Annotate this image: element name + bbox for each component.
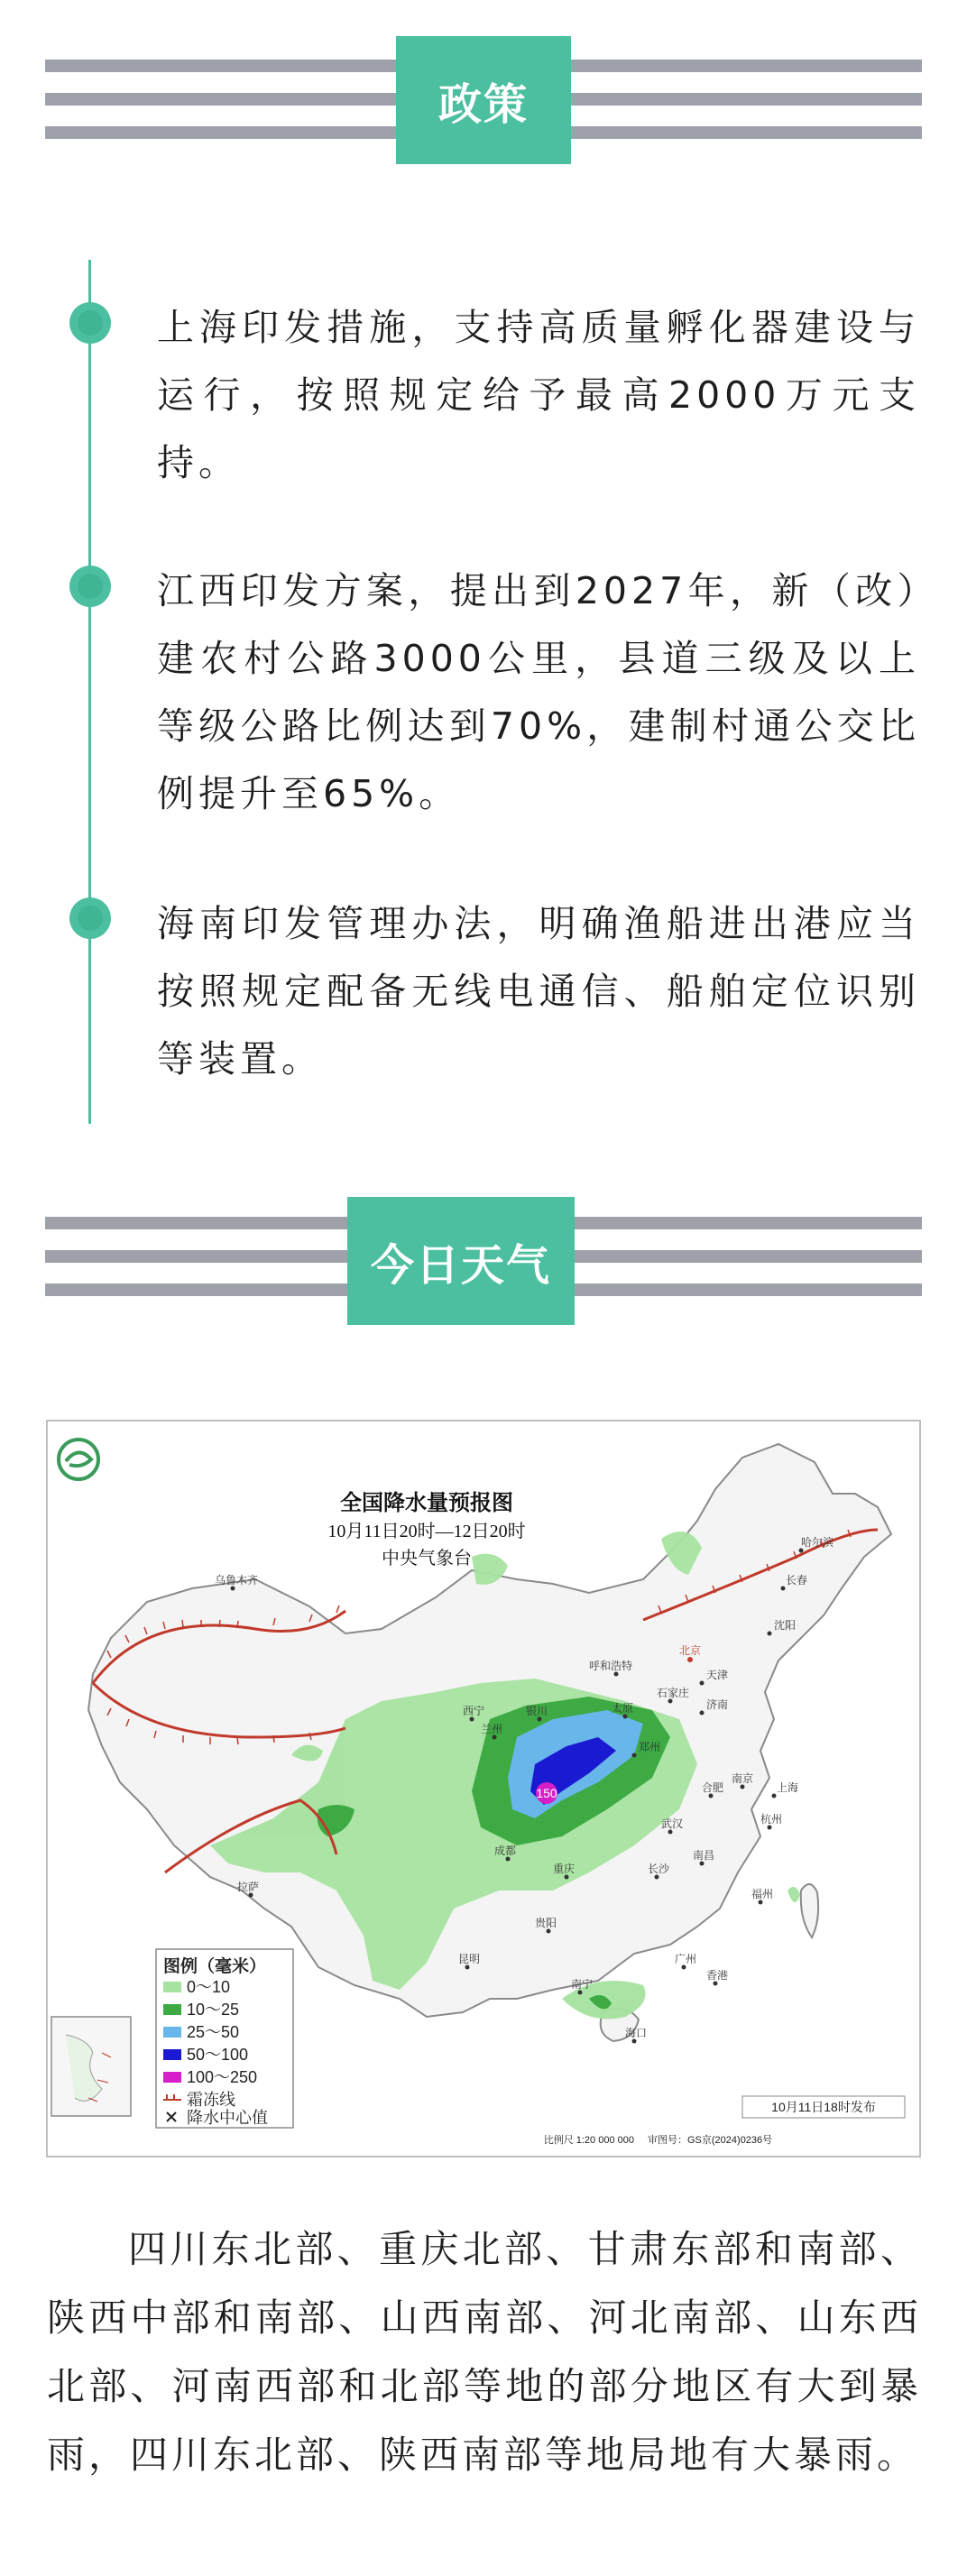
- legend-swatch: [163, 2072, 181, 2083]
- cma-logo-icon: [59, 1440, 98, 1479]
- map-title: 全国降水量预报图: [340, 1492, 513, 1515]
- weather-section-title: 今日天气: [347, 1197, 575, 1325]
- city-label: 哈尔滨: [801, 1536, 834, 1549]
- city-label: 南昌: [693, 1849, 715, 1862]
- taiwan-island: [801, 1884, 818, 1937]
- map-footer: [544, 2096, 905, 2146]
- map-period: 10月11日20时—12日20时: [327, 1522, 526, 1541]
- timeline-bullet-icon: [69, 566, 111, 607]
- city-label: 拉萨: [237, 1881, 260, 1893]
- legend-label: 25～50: [187, 2023, 240, 2041]
- city-label: 重庆: [553, 1863, 576, 1875]
- city-label: 银川: [526, 1705, 548, 1717]
- weather-summary: 四川东北部、重庆北部、甘肃东部和南部、陕西中部和南部、山西南部、河北南部、山东西北部、河南西部和北部等地的部分地区有大到暴雨，四川东北部、陕西南部等地局地有大暴雨。: [47, 2227, 922, 2477]
- city-label: 乌鲁木齐: [215, 1574, 259, 1587]
- publish-time: 10月11日18时发布: [771, 2100, 876, 2114]
- city-label: 长沙: [648, 1863, 670, 1875]
- legend-label: 降水中心值: [187, 2109, 268, 2127]
- timeline-bullet-icon: [69, 897, 111, 939]
- policy-item: 江西印发方案，提出到2027年，新（改）建农村公路3000公里，县道三级及以上等级公路比例达到70%，建制村通公交比例提升至65%。: [157, 569, 920, 815]
- map-legend: [156, 1949, 293, 2128]
- city-label: 郑州: [639, 1741, 661, 1753]
- city-label: 合肥: [702, 1781, 724, 1794]
- footer-scale: 比例尺 1:20 000 000: [543, 2135, 634, 2146]
- city-label: 成都: [494, 1845, 517, 1857]
- city-label: 石家庄: [657, 1687, 690, 1699]
- city-label: 南京: [732, 1772, 754, 1785]
- city-label: 兰州: [481, 1723, 503, 1735]
- policy-item: 上海印发措施，支持高质量孵化器建设与运行，按照规定给予最高2000万元支持。: [157, 306, 920, 484]
- city-label: 沈阳: [774, 1619, 797, 1632]
- city-label: 呼和浩特: [589, 1660, 633, 1672]
- legend-swatch: [163, 2027, 181, 2038]
- city-label: 香港: [706, 1969, 729, 1982]
- city-label: 武汉: [661, 1817, 684, 1830]
- timeline-bullet-icon: [69, 302, 111, 344]
- legend-label: 10～25: [187, 2001, 240, 2019]
- center-value-label: 150: [536, 1786, 557, 1800]
- policy-item: 海南印发管理办法，明确渔船进出港应当按照规定配备无线电通信、船舶定位识别等装置。: [157, 902, 920, 1081]
- legend-swatch: [163, 1982, 181, 1992]
- city-label: 广州: [675, 1953, 697, 1965]
- city-label: 西宁: [463, 1705, 485, 1717]
- precipitation-map-svg: [48, 1421, 919, 2156]
- city-label: 天津: [706, 1669, 729, 1681]
- weather-section-header: [45, 1197, 922, 1325]
- legend-swatch: [163, 2004, 181, 2015]
- city-label: 太原: [612, 1702, 634, 1715]
- legend-label: 100～250: [187, 2068, 258, 2086]
- city-label: 昆明: [458, 1953, 481, 1965]
- footer-map-number: 审图号：GS京(2024)0236号: [648, 2135, 773, 2146]
- city-label: 长春: [786, 1574, 808, 1587]
- south-china-sea-inset: [51, 2017, 131, 2116]
- city-label: 北京: [679, 1644, 702, 1657]
- policy-section-header: [45, 36, 922, 164]
- legend-label: 50～100: [187, 2046, 249, 2064]
- precipitation-map: [46, 1420, 921, 2157]
- legend-swatch: [163, 2049, 181, 2060]
- legend-label: 霜冻线: [187, 2091, 235, 2109]
- city-label: 杭州: [760, 1813, 783, 1826]
- city-label: 福州: [751, 1888, 774, 1900]
- city-label: 济南: [706, 1698, 729, 1711]
- timeline-line: [88, 260, 91, 1124]
- city-label: 贵阳: [535, 1917, 557, 1929]
- map-issuer: 中央气象台: [382, 1549, 472, 1569]
- legend-label: 0～10: [187, 1978, 231, 1996]
- city-label: 上海: [777, 1781, 799, 1794]
- city-label: 海口: [625, 2027, 648, 2039]
- policy-section-title: 政策: [396, 36, 571, 164]
- city-label: 南宁: [571, 1978, 594, 1991]
- legend-title: 图例（毫米）: [163, 1957, 267, 1976]
